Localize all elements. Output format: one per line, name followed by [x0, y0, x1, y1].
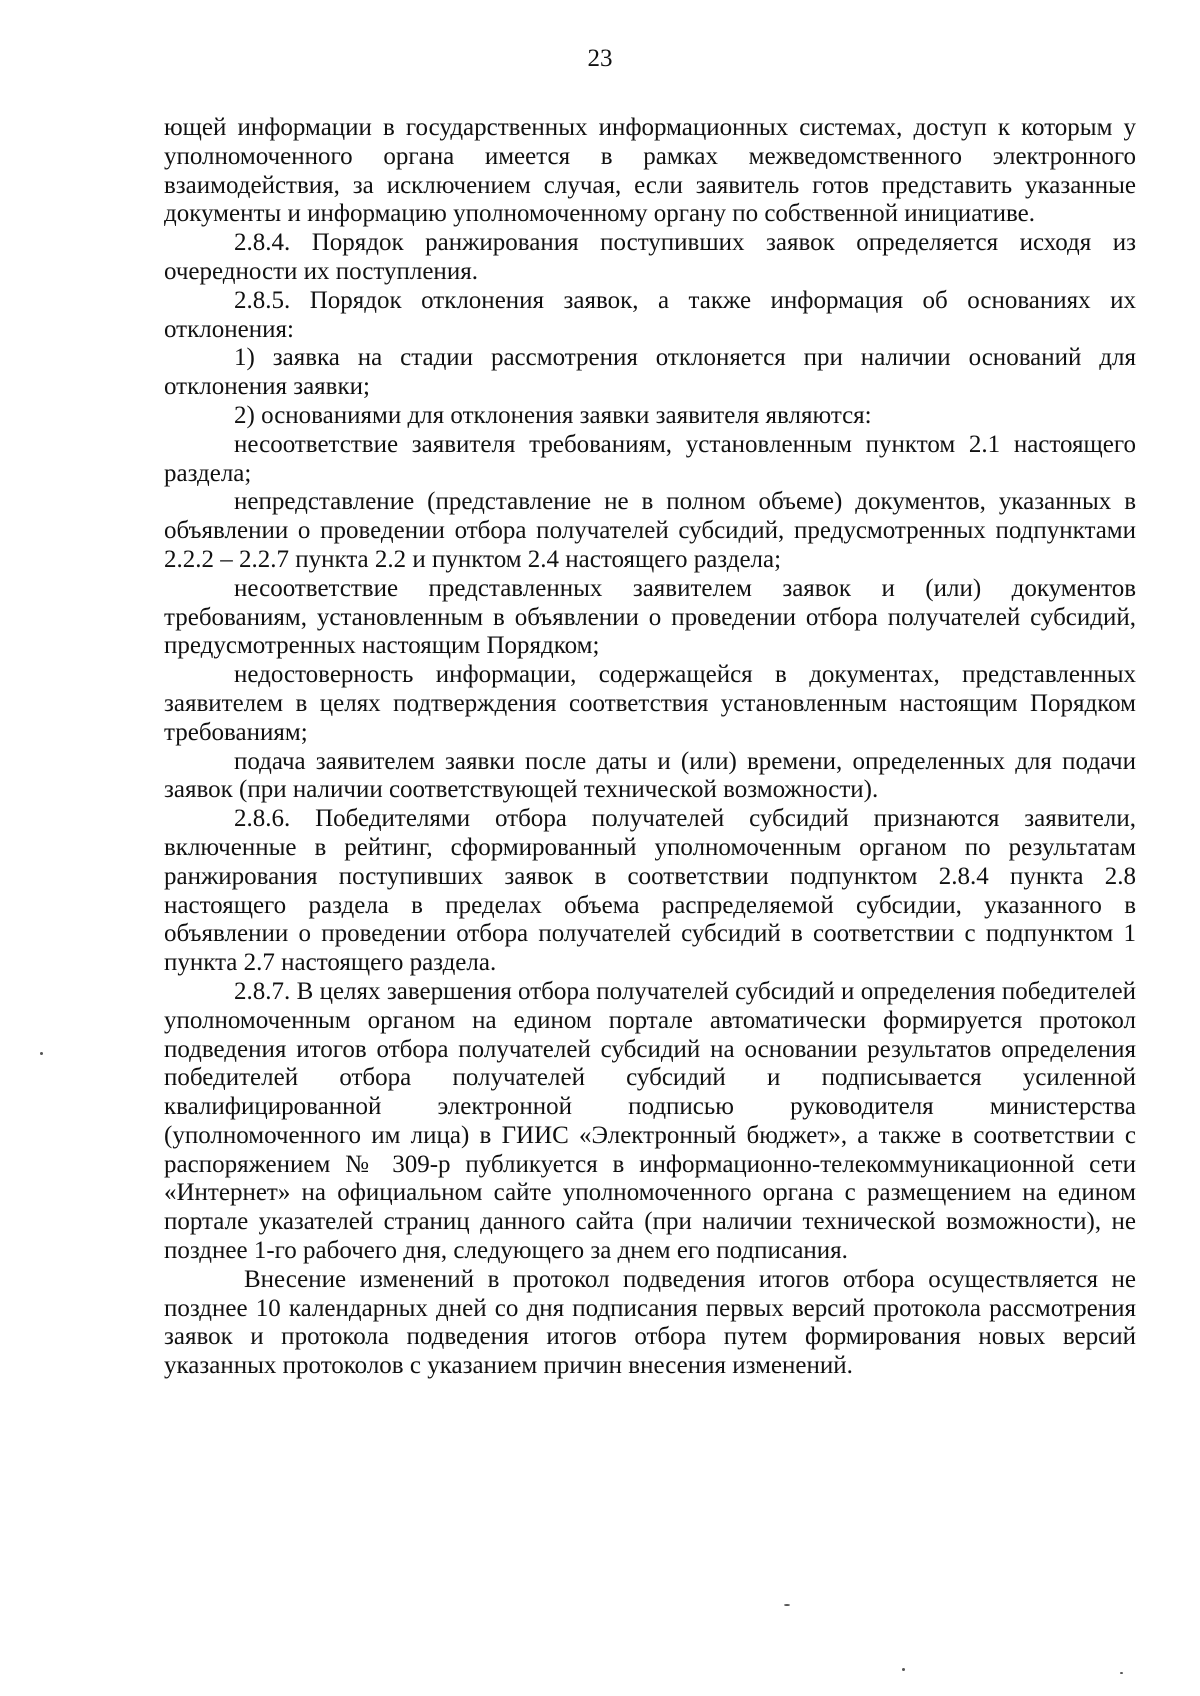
scan-speck	[1120, 1672, 1123, 1674]
document-body	[164, 114, 1136, 1381]
paragraph-protocol-changes: Внесение изменений в протокол подведения итогов отбора осуществляется не позднее 10 календарных дней со дня подписания первых версий протокола рассмотрения заявок и протокола подведения итогов отбора путем формирования новых версий указанных протоколов с указанием причин внесения изменений.	[164, 1265, 1136, 1380]
paragraph-2-8-5: 2.8.5. Порядок отклонения заявок, а также информация об основаниях их отклонения:	[164, 286, 1136, 343]
list-item-2: 2) основаниями для отклонения заявки заявителя являются:	[234, 401, 872, 429]
paragraph-2-8-4: 2.8.4. Порядок ранжирования поступивших заявок определяется исходя из очередности их поступления.	[164, 229, 1136, 285]
paragraph-continuation: ющей информации в государственных информационных системах, доступ к которым у уполномоченного органа имеется в рамках межведомственного электронного взаимодействия, за исключением случая, если заявитель готов представить указанные документы и информацию уполномоченному органу по собственной инициативе.	[164, 114, 1136, 228]
scan-speck	[40, 1052, 43, 1055]
paragraph-2-8-6: 2.8.6. Победителями отбора получателей субсидий признаются заявители, включенные в рейтинг, сформированный уполномоченным органом по результатам ранжирования поступивших заявок в соответствии подпунктом 2.8.4 пункта 2.8 настоящего раздела в пределах объема распределяемой субсидии, указанного в объявлении о проведении отбора получателей субсидий в соответствии с подпунктом 1 пункта 2.7 настоящего раздела.	[164, 805, 1136, 977]
scan-speck	[902, 1668, 905, 1671]
ground-unreliable-information: недостоверность информации, содержащейся в документах, представленных заявителем в целях подтверждения соответствия установленным настоящим Порядком требованиям;	[164, 661, 1136, 746]
list-item-1: 1) заявка на стадии рассмотрения отклоняется при наличии оснований для отклонения заявки;	[164, 344, 1136, 401]
ground-requirements-mismatch: несоответствие заявителя требованиям, установленным пунктом 2.1 настоящего раздела;	[164, 430, 1136, 487]
page-number: 23	[587, 45, 613, 72]
ground-documents-mismatch: несоответствие представленных заявителем заявок и (или) документов требованиям, установленным в объявлении о проведении отбора получателей субсидий, предусмотренных настоящим Порядком;	[164, 574, 1136, 660]
ground-documents-missing: непредставление (представление не в полном объеме) документов, указанных в объявлении о проведении отбора получателей субсидий, предусмотренных подпунктами 2.2.2 – 2.2.7 пункта 2.2 и пунктом 2.4 настоящего раздела;	[164, 488, 1136, 573]
scan-speck	[784, 1604, 790, 1606]
ground-late-submission: подача заявителем заявки после даты и (или) времени, определенных для подачи заявок (при наличии соответствующей технической возможности).	[164, 747, 1136, 804]
paragraph-2-8-7: 2.8.7. В целях завершения отбора получателей субсидий и определения победителей уполномоченным органом на едином портале автоматически формируется протокол подведения итогов отбора получателей субсидий на основании результатов определения победителей отбора получателей субсидий и подписывается усиленной квалифицированной электронной подписью руководителя министерства (уполномоченного им лица) в ГИИС «Электронный бюджет», а также в соответствии с распоряжением № 309-р публикуется в информационно-телекоммуникационной сети «Интернет» на официальном сайте уполномоченного органа с размещением на едином портале указателей страниц данного сайта (при наличии технической возможности), не позднее 1-го рабочего дня, следующего за днем его подписания.	[164, 977, 1136, 1265]
